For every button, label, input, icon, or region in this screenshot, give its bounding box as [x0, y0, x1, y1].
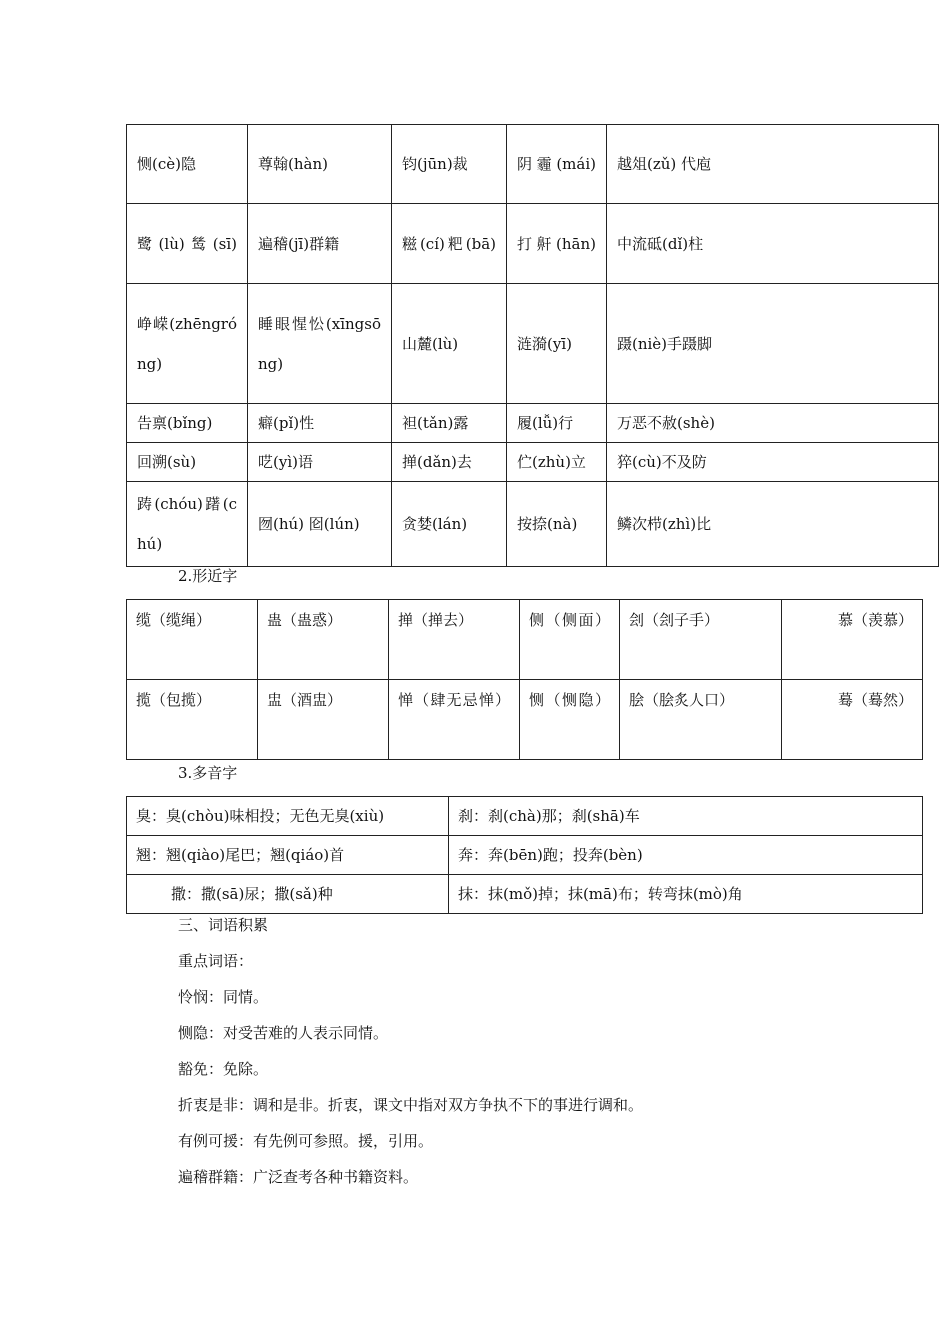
table-cell: 蓦（蓦然）	[782, 680, 923, 760]
table-row	[127, 204, 939, 284]
table-cell: 慕（羡慕）	[782, 600, 923, 680]
table-row	[127, 680, 923, 760]
table-cell: 恻（恻隐）	[520, 680, 620, 760]
table-cell: 脍（脍炙人口）	[620, 680, 782, 760]
table-cell: 袒(tǎn)露	[392, 404, 507, 443]
table-row	[127, 125, 939, 204]
vocab-item: 怜悯：同情。	[178, 988, 269, 1006]
table-cell: 尊翰(hàn)	[248, 125, 392, 204]
table-cell: 翘：翘(qiào)尾巴；翘(qiáo)首	[127, 836, 449, 875]
table-row	[127, 443, 939, 482]
table-cell: 阴霾(mái)	[507, 125, 607, 204]
table-cell: 蹑(niè)手蹑脚	[607, 284, 939, 404]
vocab-item: 遍稽群籍：广泛查考各种书籍资料。	[178, 1168, 419, 1186]
table-cell: 中流砥(dǐ)柱	[607, 204, 939, 284]
table-cell: 贪婪(lán)	[392, 482, 507, 567]
table-cell: 涟漪(yī)	[507, 284, 607, 404]
table-cell: 撒：撒(sā)尿；撒(sǎ)种	[127, 875, 449, 914]
table-cell: 揽（包揽）	[127, 680, 258, 760]
table-cell: 履(lǚ)行	[507, 404, 607, 443]
table-cell: 打鼾(hān)	[507, 204, 607, 284]
table-cell: 刽（刽子手）	[620, 600, 782, 680]
table-cell: 缆（缆绳）	[127, 600, 258, 680]
vocab-item: 恻隐：对受苦难的人表示同情。	[178, 1024, 389, 1042]
table-cell: 伫(zhù)立	[507, 443, 607, 482]
vocab-subtitle: 重点词语：	[178, 952, 254, 970]
table-cell: 告禀(bǐng)	[127, 404, 248, 443]
table-cell: 鳞次栉(zhì)比	[607, 482, 939, 567]
table-cell: 越俎(zǔ) 代庖	[607, 125, 939, 204]
table-cell: 掸(dǎn)去	[392, 443, 507, 482]
table-cell: 睡眼惺忪(xīngsōng)	[248, 284, 392, 404]
table-cell: 猝(cù)不及防	[607, 443, 939, 482]
table-row	[127, 404, 939, 443]
section-heading: 3.多音字	[178, 764, 238, 782]
table-cell: 盅（酒盅）	[258, 680, 389, 760]
table-row	[127, 836, 923, 875]
table-row	[127, 284, 939, 404]
section-heading: 2.形近字	[178, 567, 238, 585]
vocab-item: 有例可援：有先例可参照。援，引用。	[178, 1132, 434, 1150]
table-cell: 囫(hú) 囵(lún)	[248, 482, 392, 567]
polyphone-table	[126, 796, 923, 914]
table-cell: 刹：刹(chà)那；刹(shā)车	[449, 797, 923, 836]
table-row	[127, 600, 923, 680]
table-cell: 奔：奔(bēn)跑；投奔(bèn)	[449, 836, 923, 875]
table-cell: 按捺(nà)	[507, 482, 607, 567]
vocab-item: 折衷是非：调和是非。折衷，课文中指对双方争执不下的事进行调和。	[178, 1096, 644, 1114]
table-cell: 恻(cè)隐	[127, 125, 248, 204]
table-cell: 臭：臭(chòu)味相投；无色无臭(xiù)	[127, 797, 449, 836]
section-heading: 三、词语积累	[178, 916, 269, 934]
similar-characters-table	[126, 599, 923, 760]
table-cell: 癖(pǐ)性	[248, 404, 392, 443]
table-cell: 鹭(lù)鸶(sī)	[127, 204, 248, 284]
table-cell: 蛊（蛊惑）	[258, 600, 389, 680]
table-row	[127, 797, 923, 836]
table-cell: 回溯(sù)	[127, 443, 248, 482]
table-cell: 掸（掸去）	[389, 600, 520, 680]
table-cell: 万恶不赦(shè)	[607, 404, 939, 443]
vocab-item: 豁免：免除。	[178, 1060, 269, 1078]
table-cell: 侧（侧面）	[520, 600, 620, 680]
table-row	[127, 875, 923, 914]
table-cell: 钧(jūn)裁	[392, 125, 507, 204]
table-cell: 峥嵘(zhēngróng)	[127, 284, 248, 404]
table-cell: 遍稽(jī)群籍	[248, 204, 392, 284]
table-cell: 呓(yì)语	[248, 443, 392, 482]
table-cell: 惮（肆无忌惮）	[389, 680, 520, 760]
table-cell: 山麓(lù)	[392, 284, 507, 404]
table-cell: 糍(cí)粑(bā)	[392, 204, 507, 284]
table-cell: 抹：抹(mǒ)掉；抹(mā)布；转弯抹(mò)角	[449, 875, 923, 914]
pinyin-table	[126, 124, 939, 567]
table-row	[127, 482, 939, 567]
table-cell: 踌(chóu)躇(chú)	[127, 482, 248, 567]
